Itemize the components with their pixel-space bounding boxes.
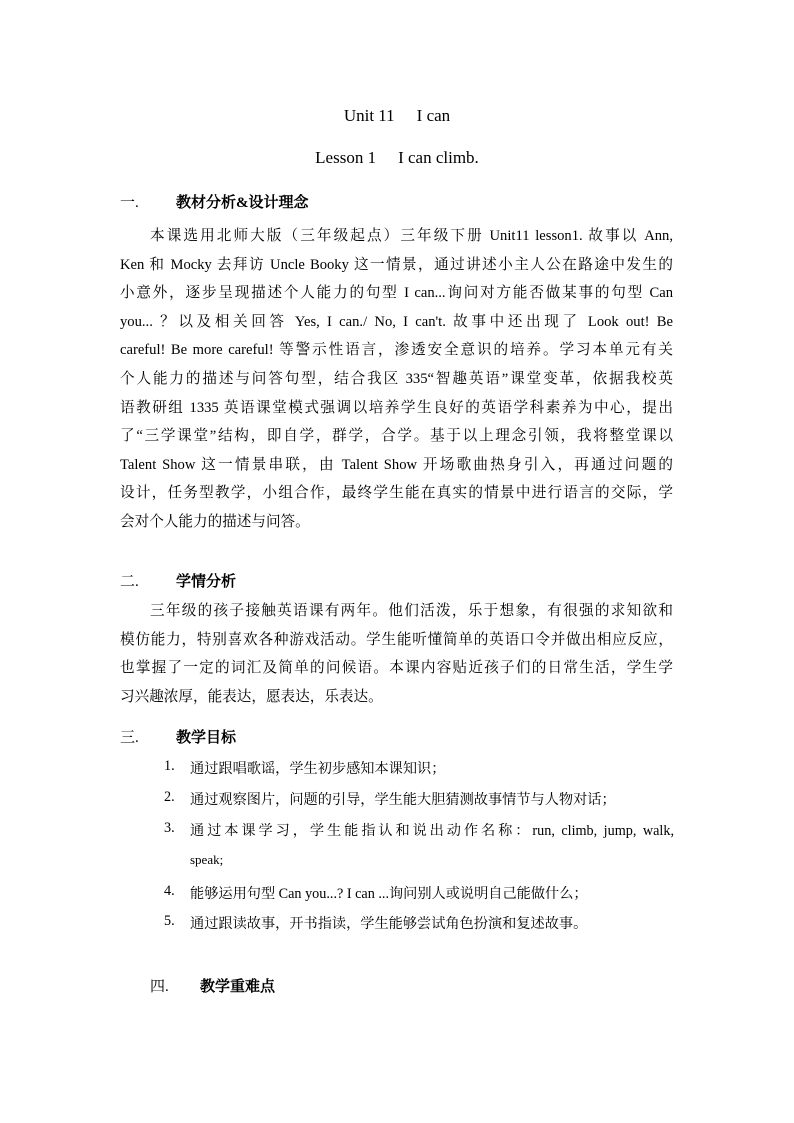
paragraph-line: 设计，任务型教学，小组合作，最终学生能在真实的情景中进行语言的交际，学	[120, 485, 673, 502]
section-1-paragraph	[120, 222, 673, 537]
item-text: 能够运用句型 Can you...? I can ...询问别人或说明自己能做什么；	[190, 886, 588, 902]
paragraph-line: 习兴趣浓厚，能表达，愿表达，乐表达。	[120, 688, 383, 705]
paragraph-line: 语教研组 1335 英语课堂模式强调以培养学生良好的英语学科素养为中心，提出	[120, 399, 673, 416]
paragraph-line: 三年级的孩子接触英语课有两年。他们活泼，乐于想象，有很强的求知欲和	[150, 603, 673, 619]
section-number: 三.	[120, 730, 139, 746]
paragraph-line: Talent Show 这一情景串联，由 Talent Show 开场歌曲热身引入，再通过问题的	[120, 456, 673, 473]
section-title: 学情分析	[176, 574, 237, 590]
unit-topic: I can	[416, 106, 451, 125]
item-text: 通过跟读故事，开书指读，学生能够尝试角色扮演和复述故事。	[190, 916, 588, 932]
paragraph-line: Ken 和 Mocky 去拜访 Uncle Booky 这一情景，通过讲述小主人公在路途中发生的	[120, 256, 673, 273]
paragraph-line: 小意外，逐步呈现描述个人能力的句型 I can...询问对方能否做某事的句型 Can	[120, 285, 673, 302]
section-number: 一.	[120, 195, 139, 211]
item-number: 4.	[164, 883, 175, 899]
paragraph-line: 了“三学课堂”结构，即自学，群学，合学。基于以上理念引领，我将整堂课以	[120, 428, 673, 445]
paragraph-line: 个人能力的描述与问答句型，结合我区 335“智趣英语”课堂变革，依据我校英	[120, 370, 673, 387]
item-number: 2.	[164, 789, 175, 805]
lesson-title	[0, 148, 794, 168]
item-number: 5.	[164, 913, 175, 929]
lesson-number: Lesson 1	[315, 148, 377, 167]
paragraph-line: 也掌握了一定的词汇及简单的问候语。本课内容贴近孩子们的日常生活，学生学	[120, 660, 673, 677]
section-title: 教材分析&设计理念	[176, 195, 309, 211]
paragraph-line: careful! Be more careful! 等警示性语言，渗透安全意识的培养。学习本单元有关	[120, 342, 673, 359]
item-text: 通过本课学习，学生能指认和说出动作名称：run, climb, jump, walk,	[190, 823, 674, 839]
paragraph-line: 本课选用北师大版（三年级起点）三年级下册 Unit11 lesson1. 故事以 Ann,	[150, 228, 673, 244]
paragraph-line: you... ？以及相关回答 Yes, I can./ No, I can't. 故事中还出现了 Look out! Be	[120, 313, 673, 330]
section-2-paragraph	[120, 597, 673, 711]
unit-number: Unit 11	[343, 106, 395, 125]
section-heading-1	[120, 191, 309, 212]
section-heading-4	[150, 975, 275, 996]
section-heading-2	[120, 570, 236, 591]
item-text: speak;	[190, 852, 224, 867]
item-number: 1.	[164, 758, 175, 774]
item-text: 通过观察图片，问题的引导，学生能大胆猜测故事情节与人物对话；	[190, 792, 616, 808]
section-number: 二.	[120, 574, 139, 590]
lesson-topic: I can climb.	[398, 148, 479, 167]
paragraph-line: 模仿能力，特别喜欢各种游戏活动。学生能听懂简单的英语口令并做出相应反应，	[120, 631, 673, 648]
item-text: 通过跟唱歌谣，学生初步感知本课知识；	[190, 761, 446, 777]
section-heading-3	[120, 726, 236, 747]
item-number: 3.	[164, 820, 175, 836]
section-title: 教学目标	[176, 730, 237, 746]
section-number: 四.	[150, 979, 169, 995]
section-title: 教学重难点	[200, 979, 276, 995]
unit-title	[0, 106, 794, 126]
paragraph-line: 会对个人能力的描述与问答。	[120, 513, 310, 530]
